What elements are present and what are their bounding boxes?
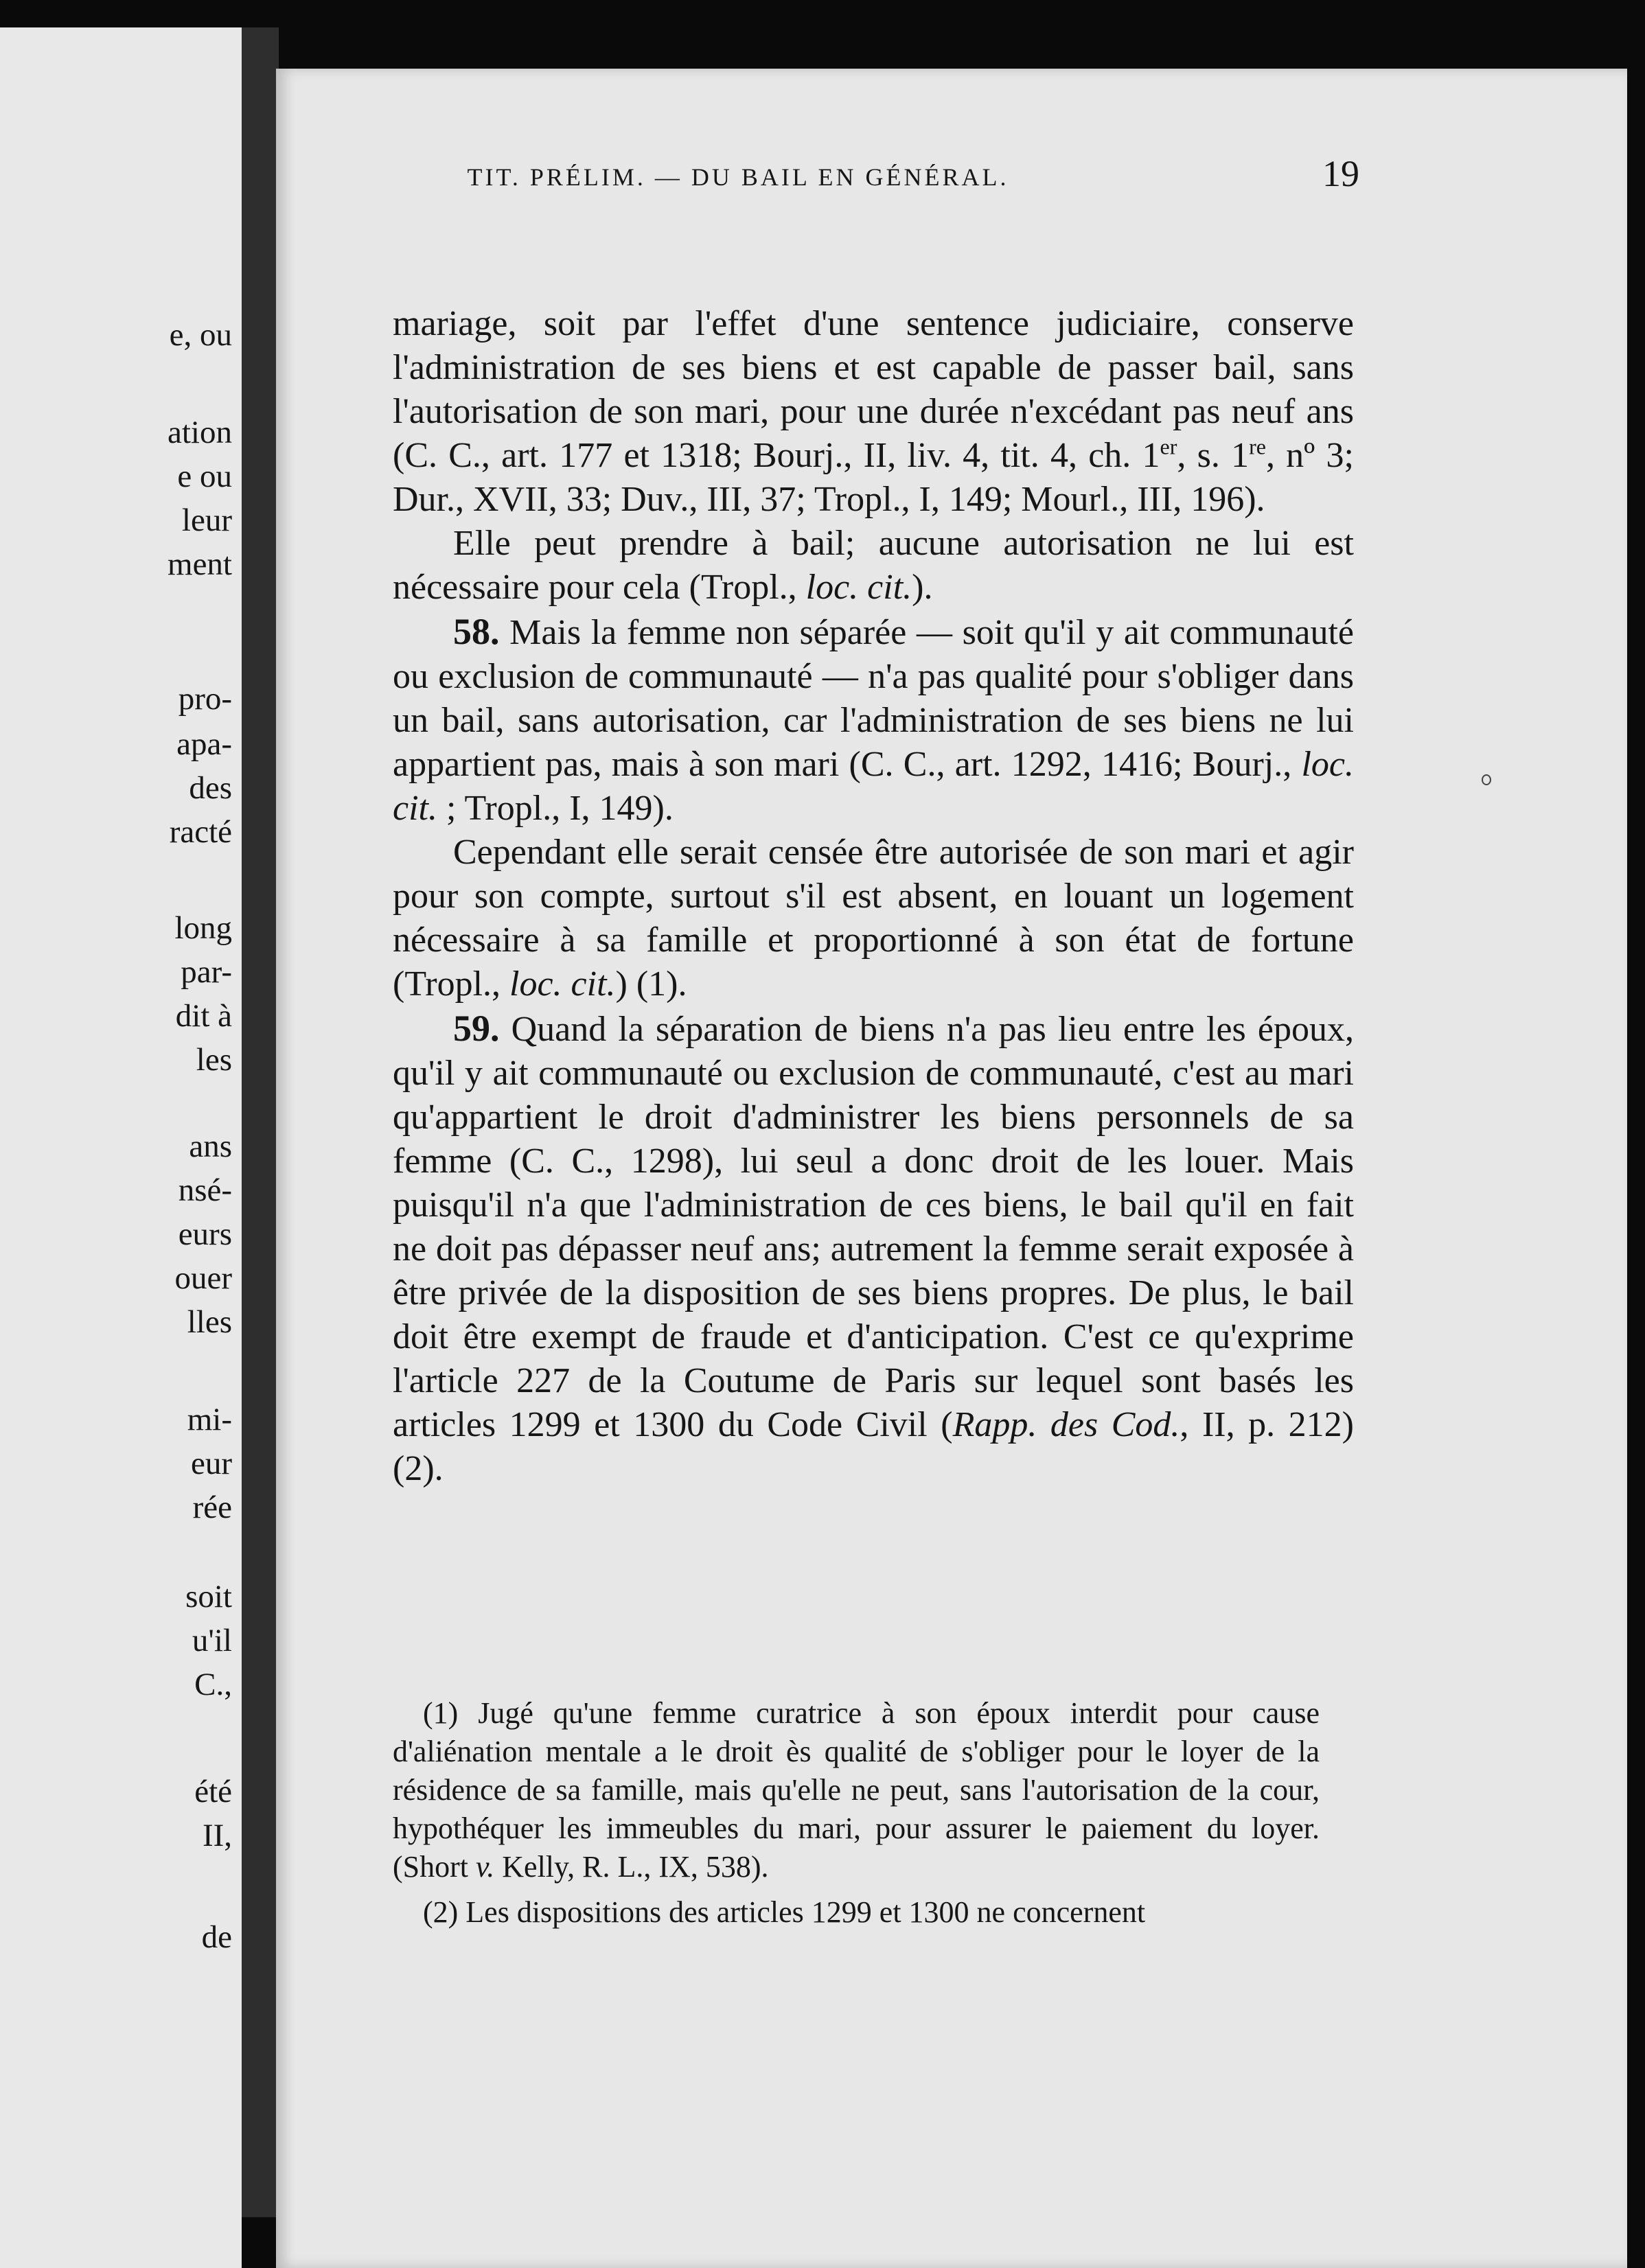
superscript: re (1249, 434, 1266, 459)
left-fragment: ans (189, 1129, 232, 1164)
left-fragment: de (201, 1919, 232, 1955)
article-58 (393, 610, 1354, 831)
citation-italic: loc. cit. (805, 568, 912, 607)
text-run: ; Tropl., I, 149). (437, 789, 674, 828)
text-run: , s. 1 (1177, 436, 1250, 475)
left-fragment: ation (168, 415, 232, 450)
text-run: , II, p. 212) (2). (393, 1405, 1354, 1488)
citation-italic: v. (476, 1850, 495, 1884)
left-fragment: nsé- (178, 1172, 232, 1208)
text-run: ). (912, 568, 933, 607)
left-fragment: leur (181, 502, 232, 538)
text-run: (1) Jugé qu'une femme curatrice à son époux interdit pour cause d'aliénation mentale a le droit ès qualité de s'obliger pour le loyer de la résidence de sa famille, mais qu'elle ne peut, sans l'autorisation de la cour, hypothéquer les immeubles du mari, pour assurer le paiement du loyer. (Short (393, 1696, 1320, 1884)
page-number: 19 (1322, 153, 1359, 194)
text-run: Cependant elle serait censée être autorisée de son mari et agir pour son compte, surtout s'il est absent, en louant un logement nécessaire à sa famille et proportionné à son état de fortune (Tropl., (393, 833, 1354, 1004)
text-run: mariage, soit par l'effet d'une sentence judiciaire, conserve l'administration de ses biens et est capable de passer bail, sans l'autorisation de son mari, pour une durée n'excédant pas neuf ans (C. C., art. 177 et 1318; Bourj., II, liv. 4, tit. 4, ch. 1 (393, 304, 1354, 475)
left-fragment: e, ou (169, 317, 232, 353)
text-run: ) (1). (615, 964, 687, 1004)
citation-italic: Rapp. des Cod. (952, 1405, 1180, 1444)
left-fragment: ment (168, 546, 232, 582)
book-gutter (242, 27, 279, 2217)
left-fragment: eurs (178, 1216, 232, 1252)
superscript: er (1160, 434, 1177, 459)
text-run: Elle peut prendre à bail; aucune autorisation ne lui est nécessaire pour cela (Tropl., (393, 524, 1354, 607)
paper-speck (1482, 774, 1491, 785)
left-fragment: mi- (187, 1402, 232, 1437)
paragraph (393, 302, 1354, 522)
left-fragment: les (196, 1042, 232, 1078)
left-fragment: long (174, 910, 232, 946)
main-text (393, 302, 1354, 1491)
left-fragment: été (194, 1774, 232, 1809)
left-fragment: II, (202, 1818, 232, 1853)
left-fragment: soit (185, 1579, 232, 1615)
left-fragment: dit à (175, 998, 232, 1034)
footnote-1 (393, 1694, 1320, 1886)
left-fragment: des (189, 770, 232, 806)
left-fragment: u'il (192, 1623, 232, 1658)
running-head: TIT. PRÉLIM. — DU BAIL EN GÉNÉRAL. (467, 163, 1009, 191)
left-fragment: rée (192, 1490, 232, 1525)
text-run: Quand la séparation de biens n'a pas lieu entre les époux, qu'il y ait communauté ou exclusion de communauté, c'est au mari qu'appartient le droit d'administrer les biens personnels de sa femme (C. C., 1298), lui seul a donc droit de les louer. Mais puisqu'il n'a que l'administration de ces biens, le bail qu'il en fait ne doit pas dépasser neuf ans; autrement la femme serait exposée à être privée de la disposition de ses biens propres. De plus, le bail doit être exempt de fraude et d'anticipation. C'est ce qu'exprime l'article 227 de la Coutume de Paris sur lequel sont basés les articles 1299 et 1300 du Code Civil ( (393, 1010, 1354, 1444)
left-fragment: ouer (174, 1260, 232, 1296)
left-fragment: lles (187, 1304, 232, 1340)
text-run: , nº 3; Dur., XVII, 33; Duv., III, 37; Tropl., I, 149; Mourl., III, 196). (393, 436, 1354, 519)
article-number: 58. (453, 611, 500, 652)
left-fragment: pro- (178, 681, 232, 717)
citation-italic: loc. cit. (509, 964, 616, 1004)
article-59 (393, 1006, 1354, 1491)
left-fragment: e ou (177, 459, 232, 494)
text-run: Kelly, R. L., IX, 538). (494, 1850, 769, 1884)
paragraph (393, 522, 1354, 610)
citation-italic: loc. cit. (393, 745, 1354, 828)
paragraph (393, 831, 1354, 1006)
text-run: Mais la femme non séparée — soit qu'il y ait communauté ou exclusion de communauté — n'a pas qualité pour s'obliger dans un bail, sans autorisation, car l'administration de ses biens ne lui appartient pas, mais à son mari (C. C., art. 1292, 1416; Bourj., (393, 613, 1354, 784)
footnote-2: (2) Les dispositions des articles 1299 et 1300 ne concernent (423, 1895, 1146, 1929)
left-fragment: C., (194, 1667, 232, 1702)
left-fragment: par- (181, 954, 232, 990)
left-fragment: eur (190, 1446, 232, 1481)
facing-page-edge (0, 27, 242, 2268)
left-fragment: apa- (176, 726, 232, 762)
left-fragment: racté (169, 814, 232, 850)
footnotes (393, 1694, 1320, 1939)
article-number: 59. (453, 1008, 500, 1049)
